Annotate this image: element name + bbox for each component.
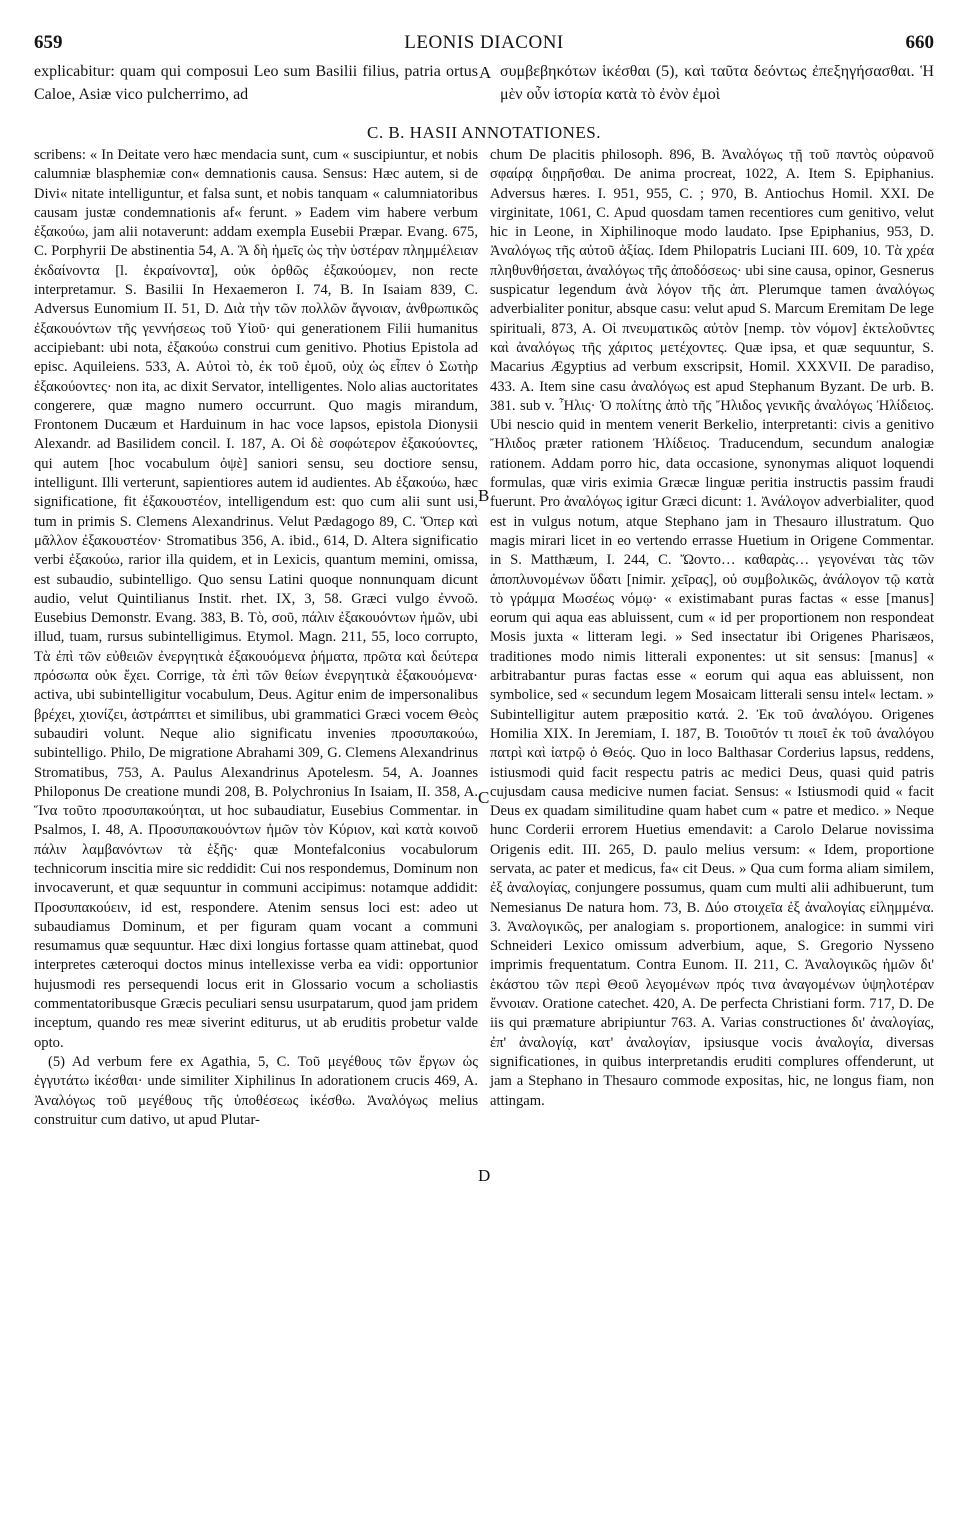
margin-letter-b: B: [478, 486, 490, 505]
page-number-left: 659: [34, 32, 63, 53]
main-text: [34, 60, 934, 114]
annotations-title: C. B. HASII ANNOTATIONES.: [366, 123, 602, 142]
margin-letter-d: D: [478, 1166, 491, 1185]
margin-letter-c: C: [478, 788, 490, 807]
left-column: [34, 146, 478, 1516]
margin-letter-a: A: [479, 63, 492, 82]
note-continuation: chum De placitis philosoph. 896, B. Ἀναλόγως τῇ τοῦ παντὸς οὐρανοῦ σφαίρᾳ διῃρῆσθαι. De anima procreat, 1022, A. Item S. Epiphanius. Adversus hæres. I. 951, 955, C. ; 970, B. Antiochus Homil. XXI. De virginitate, 1061, C. Apud quosdam tamen recentiores cum genitivo, velut hic in Leone, in Xiphilinoque modo laudato. Ipse Epiphanius, 953, D. Ἀναλόγως τῆς αὐτοῦ ἀξίας. Idem Philopatris Luciani III. 609, 10. Τὰ χρέα πληθυνθήσεται, ἀναλόγως τῆς ἀποδόσεως· ubi sine causa, opinor, Gesnerus suspicatur legendum ἀνὰ λόγον τῆς ἀπ. Plerumque tamen ἀναλόγως adverbialiter ponitur, absque casu: velut apud S. Marcum Eremitam De lege spirituali, 873, A. Οἱ πνευματικῶς αὐτὸν [nemp. τὸν νόμον] ἐκτελοῦντες καὶ ἀναλόγως τῆς χάριτος μετέχοντες. Quæ ipsa, et quæ sequuntur, S. Macarius Ægyptius ad verbum exscripsit, Homil. XXXVII. De paradiso, 433. A. Item sine casu ἀναλόγως est apud Stephanum Byzant. De urb. B. 381. sub v. Ἦλις· Ὁ πολίτης ἀπὸ τῆς Ἤλιδος γενικῆς ἀναλόγως Ἠλίδειος. Ubi nescio quid in mentem venerit Berkelio, interpretanti: civis a genitivo Ἤλιδος præter rationem Ἠλίδειος. Traducendum, secundum analogiæ rationem. Addam porro hic, data occasione, synonymas aliquot loquendi formulas, quæ viris eximia Græcæ linguæ peritia instructis passim fraudi fuerunt. Pro ἀναλόγως igitur Græci dicunt: 1. Ἀνάλογον adverbialiter, quod est in vulgus notum, atque Stephano jam in Thesauro illustratum. Quo magis mirari licet in eo vertendo errasse Huetium in Origene Commentar. in S. Matthæum, I. 244, C. Ὤοντο… καθαρὰς… γεγονέναι τὰς τῶν ἀποπλυνομένων ὕδατι [nimir. χεῖρας], οὐ συμβολικῶς, ἀνάλογον τῷ κατὰ τὸ γράμμα Μωσέως νόμῳ· « existimabant puras factas « esse [manus] eorum qui aqua eas abluissent, cum « id per proportionem non respondeat Mosis juxta « litteram legi. » Sed insectatur ibi Origenes Pharisæos, traditiones modo nimis litterali exponentes: ut sit sensus: [manus] « arbitrabantur puras factas esse « eorum qui aqua eas abluissent, non symbolice, sed « secundum legem Mosaicam litterali sensu intel« lectam. » Subintelligitur autem præpositio κατά. 2. Ἐκ τοῦ ἀναλόγου. Origenes Homilia XIX. In Jeremiam, I. 187, B. Τοιοῦτόν τι ποιεῖ ἐκ τοῦ ἀναλόγου πατρὶ καὶ ἰατρῷ ὁ Θεός. Quo in loco Balthasar Corderius lapsus, reddens, istiusmodi quid facit respectu patris ac medici Deus, quasi quid patris cujusdam causa medicive numen faciat. Sensus: « Istiusmodi quid « facit Deus ex quadam similitudine quam habet cum « patre et medico. » Neque hunc Corderii errorem Huetius emendavit: a Carolo Delarue novissima Origenis edit. III. 265, D. paulo melius versum: « Idem, proportione servata, ac pater et medicus, fa« cit Deus. » Qua cum forma aliam similem, ἐξ ἀναλογίας, conjungere possumus, quam cum multi alii adhibuerunt, tum Nemesianus De natura hom. 73, B. Δύο στοιχεῖα ἐξ ἀναλογίας εἰλημμένα. 3. Ἀναλογικῶς, per analogiam s. proportionem, analogice: in summi viri Schneideri Lexico omissum adverbium, aque, S. Gregorio Nysseno imprimis frequentatum. Contra Eunom. II. 211, C. Ἀναλογικῶς ἡμῶν δι' ἑκάστου τῶν περὶ Θεοῦ λεγομένων πρός τινα ἀναγομένων ὑψηλοτέραν ἔννοιαν. Oratione catechet. 420, A. De perfecta Christiani form. 717, D. De iis qui præmature abripiuntur 763. A. Varias constructiones δι' ἀναλογίας, ἐπ' ἀναλογίᾳ, κατ' ἀναλογίαν, ipsiusque vocis ἀναλογία, diversas significationes, in quibus interpretandis eruditi complures offenderunt, ut jam a Stephano in Thesauro commode expositas, hic, ne longus fiam, non attingam.: [490, 147, 934, 1109]
annotations-body: [34, 146, 934, 1516]
note-paragraph: scribens: « In Deitate vero hæc mendacia sunt, cum « suscipiuntur, et nobis calumniæ blasphemiæ con« demnationis causa. Sensus: Hæc autem, si de Divi« nitate intelliguntur, et falsa sunt, et nobis tanquam « calumniatoribus causam justæ condemnationis af« ferunt. » Eadem vim habere verbum ἐξακούω, jam alii notaverunt: addam exempla Eusebii Præpar. Evang. 675, C. Porphyrii De abstinentia 54, A. Ἃ δὴ ἡμεῖς ὡς τὴν ὑστέραν πλημμέλειαν ἐκδαίνοντα [l. ἐκραίνοντα], οὐκ ὀρθῶς ἐξακούομεν, non recte interpretamur. S. Basilii In Hexaemeron I. 74, B. In Isaiam 839, C. Adversus Eunomium II. 51, D. Διὰ τὴν τῶν πολλῶν ἄγνοιαν, ἀνθρωπικῶς ἐξακουόντων τῆς γεννήσεως τοῦ Υἱοῦ· qui generationem Filii humanitus accipiebant: ubi nota, ἐξακούω construi cum genitivo. Photius Epistola ad episc. Aquileiens. 533, A. Αὐτοὶ τὸ, ἐκ τοῦ ἐμοῦ, οὐχ ὡς εἶπεν ὁ Σωτὴρ ἐξακούοντες· non ita, ac dixit Servator, intelligentes. Nolo alias auctoritates congerere, quæ magno numero occurrunt. Quo magis mirandum, Frontonem Ducæum et Harduinum in hac voce lapsos, epistola Dionysii Alexandr. ad Basilidem concil. I. 187, A. Οἱ δὲ σοφώτερον ἐξακούοντες, qui autem [hoc vocabulum ὀψὲ] saniori sensu, seu doctiore sensu, intelligunt. Illi verterunt, sapientiores autem id audientes. Ab ἐξακούω, hæc significatione, fit ἐξακουστέον, intelligendum est: quo cum alii sunt usi, tum in primis S. Clemens Alexandrinus. Velut Pædagogo 89, C. Ὅπερ καὶ μᾶλλον ἐξακουστέον· Stromatibus 356, A. ibid., 614, D. Altera significatio verbi ἐξακούω, rarior illa quidem, et in Lexicis, quantum memini, omissa, est subaudio, subintelligo. Quo sensu Latini quoque nonnunquam dicunt audio, velut Quintilianus Instit. rhet. IX, 3, 58. Græci vulgo ἐννοῶ. Eusebius Demonstr. Evang. 383, B. Τὸ, σοῦ, πάλιν ἐξακουόντων ἡμῶν, ubi illud, tuam, rursus subintelligimus. Etymol. Magn. 211, 55, loco corrupto, Τὰ ἐπὶ τῶν εὐθειῶν ἐνεργητικὰ ἐξακουόμενα ῥήματα, πρῶτα καὶ δεύτερα πρόσωπα οὐκ ἔχει. Corrige, τὰ ἐπὶ τῶν θείων ἐνεργητικὰ ἐξακουόμενα· activa, ubi subintelligitur vocabulum, Deus. Agitur enim de impersonalibus βρέχει, χιονίζει, ἀστράπτει et similibus, ubi grammatici Græci vocem Θεὸς subaudiri volunt. Neque alio significatu invenies προσυπακούω, subintelligo. Philo, De migratione Abrahami 309, G. Clemens Alexandrinus Stromatibus, 753, A. Paulus Alexandrinus Apotelesm. 54, A. Joannes Philoponus De creatione mundi 208, B. Polychronius In Isaiam, II. 358, A. Ἵνα τοῦτο προσυπακούηται, ut hoc subaudiatur, Eusebius Commentar. in Psalmos, I. 48, A. Προσυπακουόντων ἡμῶν τὸν Κύριον, καὶ κατὰ κοινοῦ πάλιν λαμβανόντων τὰ ἑξῆς· quæ Montefalconius vocabulorum technicorum inscitia mire sic reddidit: Cui nos respondemus, Dominum non invocaverunt, et quæ sequuntur in communi accipimus: notamque addidit: Προσυπακούειν, id est, respondere. Atenim sensus loci est: adeo ut subaudiamus Dominum, et per figuram quam vocant a communi resumamus quæ sequuntur. Hæc dixi longius fortasse quam attinebat, quod interpretes cæteroqui doctos minus intellexisse verba ea vidi: opportunior hujusmodi res persequendi locus erit in Glossario vocum a scholiastis commentatoribusque Græcis peculiari sensu usurpatarum, quod jam pridem inceptum, quando res meæ siverint editurus, ut ab eruditis probetur valde opto.: [34, 147, 478, 1051]
page-number-right: 660: [905, 32, 934, 53]
main-text-latin: explicabitur: quam qui composui Leo sum Basilii filius, patria ortus Caloe, Asiæ vico pulcherrimo, ad: [34, 63, 478, 103]
main-text-greek: συμβεβηκότων ἱκέσθαι (5), καὶ ταῦτα δεόντως ἐπεξηγήσασθαι. Ἡ μὲν οὖν ἱστορία κατὰ τὸ ἐνὸν ἐμοὶ: [500, 63, 934, 103]
page: [34, 28, 934, 1522]
running-title: LEONIS DIACONI: [404, 32, 564, 53]
right-column: [490, 146, 934, 1516]
note-5: (5) Ad verbum fere ex Agathia, 5, C. Τοῦ μεγέθους τῶν ἔργων ὡς ἐγγυτάτω ἱκέσθαι· unde similiter Xiphilinus In adorationem crucis 469, A. Ἀναλόγως τοῦ μεγέθους τῆς ὑποθέσεως ἱκέσθω. Ἀναλόγως melius construitur cum dativo, ut apud Plutar-: [34, 1053, 478, 1128]
page-header: [34, 28, 934, 60]
